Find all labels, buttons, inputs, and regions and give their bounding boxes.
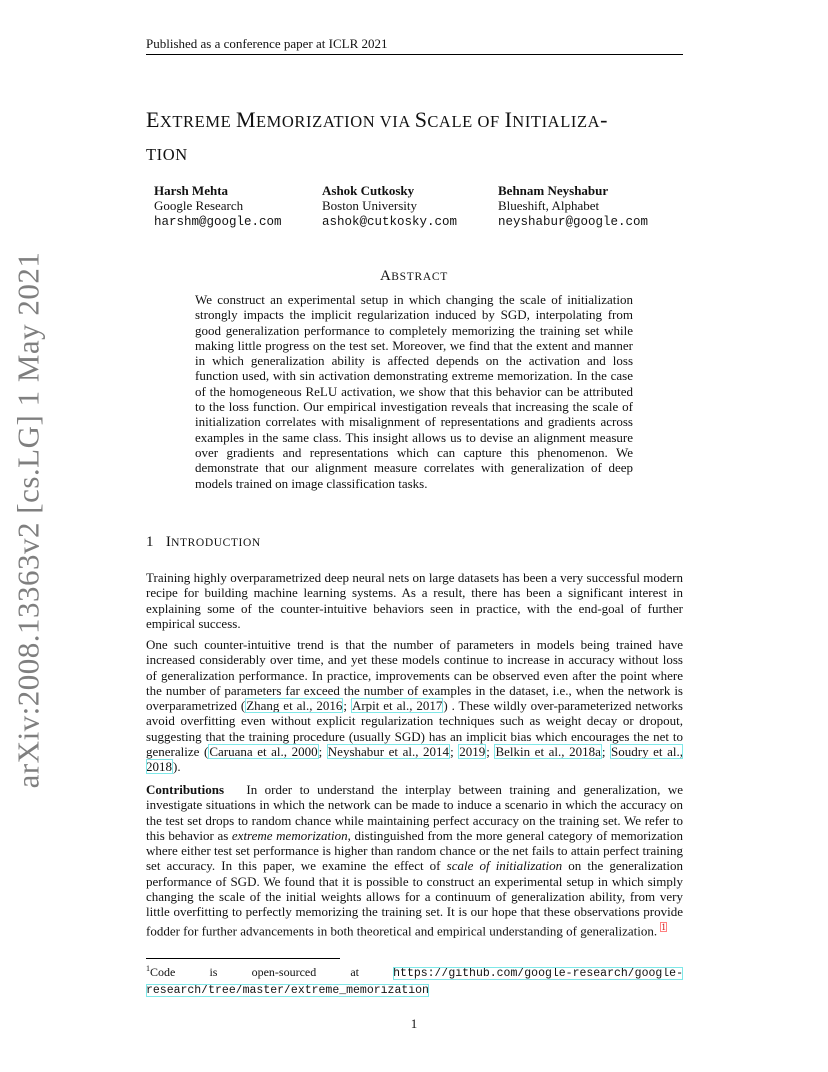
author-affiliation: Boston University (322, 198, 417, 213)
author-affiliation: Blueshift, Alphabet (498, 198, 600, 213)
abstract-text: activation demonstrating extreme memorization. In the case of the homogeneous ReLU activation, we show that this behavior can be attributed to the loss function. Our empirical investigation reveals that increasing the scale of initialization correlates with misalignment of representations and gradients across examples in the same class. This insight allows us to devise an alignment measure over gradients and representations which can capture this phenomenon. We demonstrate that our alignment measure correlates with generalization of deep models trained on image classification tasks. (195, 368, 633, 491)
abstract-heading (0, 268, 828, 285)
title-part: E (146, 107, 160, 132)
author-name: Behnam Neyshabur (498, 183, 609, 198)
page-number: 1 (410, 1016, 418, 1031)
citation-neyshabur[interactable]: Neyshabur et al., 2014 (327, 744, 450, 760)
citation-arpit[interactable]: Arpit et al., 2017 (351, 698, 443, 714)
intro-paragraph-1: Training highly overparametrized deep neural nets on large datasets has been a very successful modern recipe for building machine learning systems. As a result, there has been a significant interest in explaining some of the counter-intuitive behaviors seen in practice, with the end-goal of further empirical success. (146, 570, 683, 631)
separator: ; (486, 744, 495, 760)
separator: ; (450, 744, 459, 760)
title-part: NITIALIZA (512, 112, 601, 131)
footnote-mark: 1 (146, 964, 150, 973)
footnote-url-link[interactable]: https://github.com/google-research/google-research/tree/master/extreme_memorization (146, 967, 683, 997)
heading-part: A (380, 268, 392, 284)
heading-part: I (165, 534, 172, 550)
paragraph-text: ) . These wildly over-parameterized networks avoid overfitting even without explicit regularization techniques such as weight decay or dropout, suggesting that the training procedure (usually SGD) has an implicit bias which encourages the net to generalize ( (146, 698, 683, 760)
paragraph-text: , distinguished from the more general category of memorization where either test set performance is higher than random chance or the net fails to attain perfect training set accuracy. In this paper, we examine the effect of (146, 827, 683, 874)
author-email: harshm@google.com (154, 215, 282, 229)
paragraph-text: One such counter-intuitive trend is that the number of parameters in models being trained have increased considerably over time, and yet these models continue to increase in accuracy without loss of generalization performance. In practice, improvements can be observed even after the point where the number of parameters far exceed the number of examples in the dataset, i.e., when the network is overparametrized ( (146, 637, 683, 714)
footnote-text: Code is open-sourced at (150, 965, 394, 979)
separator: ; (343, 698, 351, 714)
author-email: neyshabur@google.com (498, 215, 649, 229)
citation-belkin[interactable]: Belkin et al., 2018a (495, 744, 601, 760)
emphasis: scale of initialization (446, 858, 563, 874)
intro-paragraph-2 (146, 637, 683, 775)
footnote (146, 962, 683, 998)
author-3 (498, 183, 648, 230)
arxiv-stamp (8, 251, 48, 789)
author-email: ashok@cutkosky.com (322, 215, 458, 229)
title-part: S (414, 107, 428, 132)
abstract-body (195, 292, 633, 491)
citation-caruana[interactable]: Caruana et al., 2000 (209, 744, 318, 760)
arxiv-stamp-text: arXiv:2008.13363v2 [cs.LG] 1 May 2021 (10, 251, 45, 789)
citation-zhang[interactable]: Zhang et al., 2016 (246, 698, 343, 714)
heading-part: NTRODUCTION (171, 537, 261, 549)
emphasis: extreme memorization (231, 827, 348, 843)
author-block (154, 183, 684, 233)
running-head: Published as a conference paper at ICLR 2021 (146, 36, 683, 55)
title-part: CALE OF (427, 112, 505, 131)
title-part: XTREME (159, 112, 236, 131)
separator: ; (318, 744, 327, 760)
title-part: - (600, 107, 608, 132)
title-part: TION (146, 145, 188, 164)
title-part: M (236, 107, 256, 132)
runin-heading: Contributions (146, 782, 225, 797)
abstract-text: We construct an experimental setup in which changing the scale of initialization strongly impacts the implicit regularization induced by SGD, interpolating from good generalization performance to completely memorizing the training set while making little progress on the test set. Moreover, we find that the extent and manner in which generalization ability is affected depends on the activation and loss function used, with (195, 292, 633, 384)
heading-part: BSTRACT (391, 271, 448, 283)
title-part: I (504, 107, 513, 132)
section-number: 1 (146, 534, 154, 550)
author-name: Ashok Cutkosky (322, 183, 415, 198)
author-name: Harsh Mehta (154, 183, 229, 198)
paragraph-text: on the generalization performance of SGD. We found that it is possible to construct an experimental setup in which simply changing the scale of the initial weights allows for a continuum of generalization ability, from very little overfitting to perfectly memorizing the training set. It is our hope that these observations provide fodder for further advancements in both theoretical and empirical understanding of generalization. (146, 858, 684, 938)
footnote-rule (146, 958, 340, 959)
citation-neyshabur-2019[interactable]: 2019 (459, 744, 486, 760)
author-affiliation: Google Research (154, 198, 244, 213)
paragraph-text: In order to understand the interplay between training and generalization, we investigate situations in which the network can be made to induce a scenario in which the accuracy on the test set drops to random chance while maintaining perfect accuracy on the training set. We refer to this behavior as (146, 782, 687, 843)
math-sin: sin (299, 368, 315, 384)
author-2 (322, 183, 457, 230)
title-part: EMORIZATION VIA (255, 112, 415, 131)
footnote-ref[interactable]: 1 (661, 921, 666, 932)
paragraph-text: ). (173, 759, 181, 775)
intro-paragraph-contributions (146, 782, 687, 938)
citation-soudry[interactable]: Soudry et al., 2018 (146, 744, 683, 775)
separator: ; (601, 744, 611, 760)
section-heading-introduction (146, 534, 261, 551)
author-1 (154, 183, 282, 230)
paper-title (146, 104, 696, 170)
